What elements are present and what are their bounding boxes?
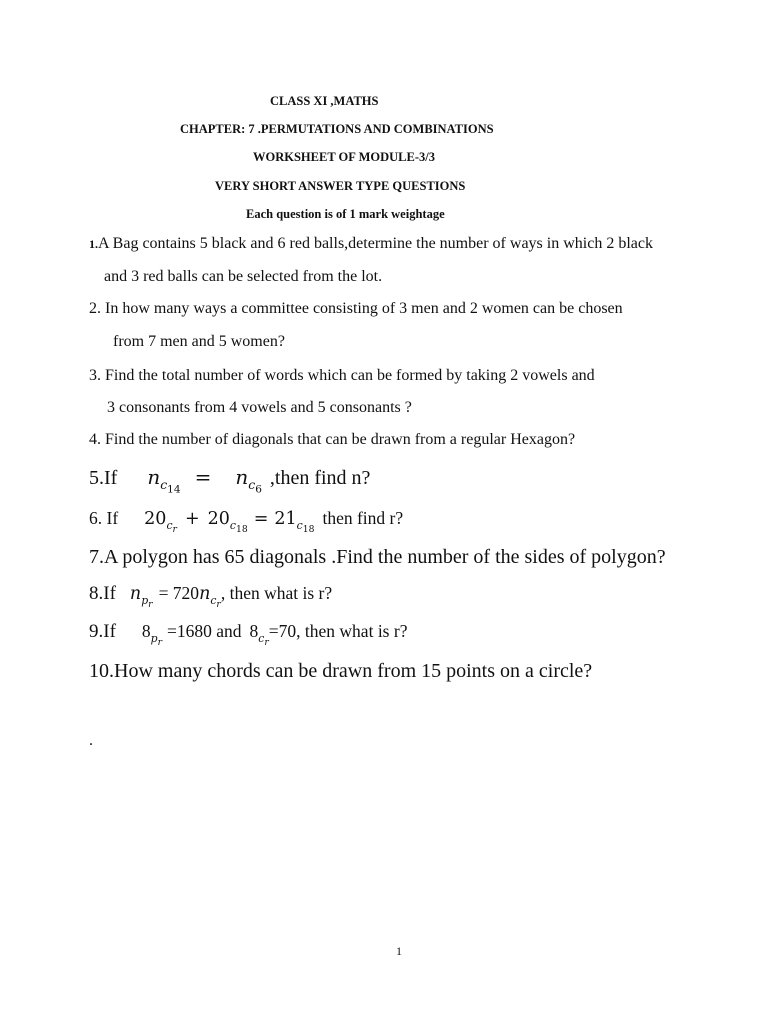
question-5-term-1: $n_{c_{14}}$ bbox=[147, 465, 181, 496]
question-8-mid: = 720 bbox=[158, 583, 200, 603]
question-6-term-3: $21_{c_{18}}$ bbox=[274, 509, 315, 535]
question-5-prefix: 5.If bbox=[89, 467, 118, 489]
stray-dot: . bbox=[89, 732, 93, 749]
question-6-plus: + bbox=[184, 509, 200, 529]
weightage-note: Each question is of 1 mark weightage bbox=[246, 207, 445, 221]
question-5-suffix: ,then find n? bbox=[269, 467, 371, 489]
question-9-term-2: $8_{c_r}$ bbox=[249, 621, 269, 648]
section-title: VERY SHORT ANSWER TYPE QUESTIONS bbox=[215, 179, 466, 193]
question-6-suffix: then find r? bbox=[322, 508, 404, 528]
question-8-suffix: , then what is r? bbox=[220, 583, 333, 603]
question-2-line-2: from 7 men and 5 women? bbox=[113, 333, 285, 350]
chapter-title: CHAPTER: 7 .PERMUTATIONS AND COMBINATIONS bbox=[180, 122, 494, 136]
question-9-mid: =1680 and bbox=[167, 621, 242, 641]
question-5-term-2: $n_{c_6}$ bbox=[235, 465, 262, 496]
question-6 bbox=[89, 508, 404, 535]
question-7: 7.A polygon has 65 diagonals .Find the number of the sides of polygon? bbox=[89, 546, 666, 568]
question-9-suffix: =70, then what is r? bbox=[268, 621, 408, 641]
page-number: 1 bbox=[396, 944, 402, 958]
question-8-term-2: $n_{c_r}$ bbox=[199, 584, 221, 610]
question-1-text: A Bag contains 5 black and 6 red balls,determine the number of ways in which 2 black bbox=[98, 235, 653, 252]
question-8-term-1: $n_{p_r}$ bbox=[129, 584, 153, 610]
question-10: 10.How many chords can be drawn from 15 points on a circle? bbox=[89, 660, 593, 682]
question-6-term-2: $20_{c_{18}}$ bbox=[207, 509, 248, 535]
question-6-equals: = bbox=[253, 509, 269, 529]
worksheet-title: WORKSHEET OF MODULE-3/3 bbox=[253, 150, 435, 164]
question-6-term-1: $20_{c_r}$ bbox=[144, 509, 177, 535]
question-1-number: 1. bbox=[89, 237, 98, 251]
question-2-line-1: 2. In how many ways a committee consisting of 3 men and 2 women can be chosen bbox=[89, 300, 623, 317]
question-5 bbox=[89, 465, 371, 496]
question-8-prefix: 8.If bbox=[89, 583, 116, 604]
question-9 bbox=[89, 621, 408, 648]
question-1-line-2: and 3 red balls can be selected from the lot. bbox=[104, 268, 383, 285]
question-1-line-1 bbox=[89, 235, 653, 253]
question-9-term-1: $8_{p_r}$ bbox=[141, 621, 163, 648]
question-4: 4. Find the number of diagonals that can be drawn from a regular Hexagon? bbox=[89, 431, 576, 448]
question-3-line-2: 3 consonants from 4 vowels and 5 consonants ? bbox=[107, 399, 412, 416]
question-5-equals: = bbox=[194, 465, 212, 489]
class-title: CLASS XI ,MATHS bbox=[270, 94, 379, 108]
question-6-prefix: 6. If bbox=[89, 508, 119, 528]
question-9-prefix: 9.If bbox=[89, 621, 116, 642]
question-3-line-1: 3. Find the total number of words which can be formed by taking 2 vowels and bbox=[89, 367, 595, 384]
question-8 bbox=[89, 583, 333, 610]
